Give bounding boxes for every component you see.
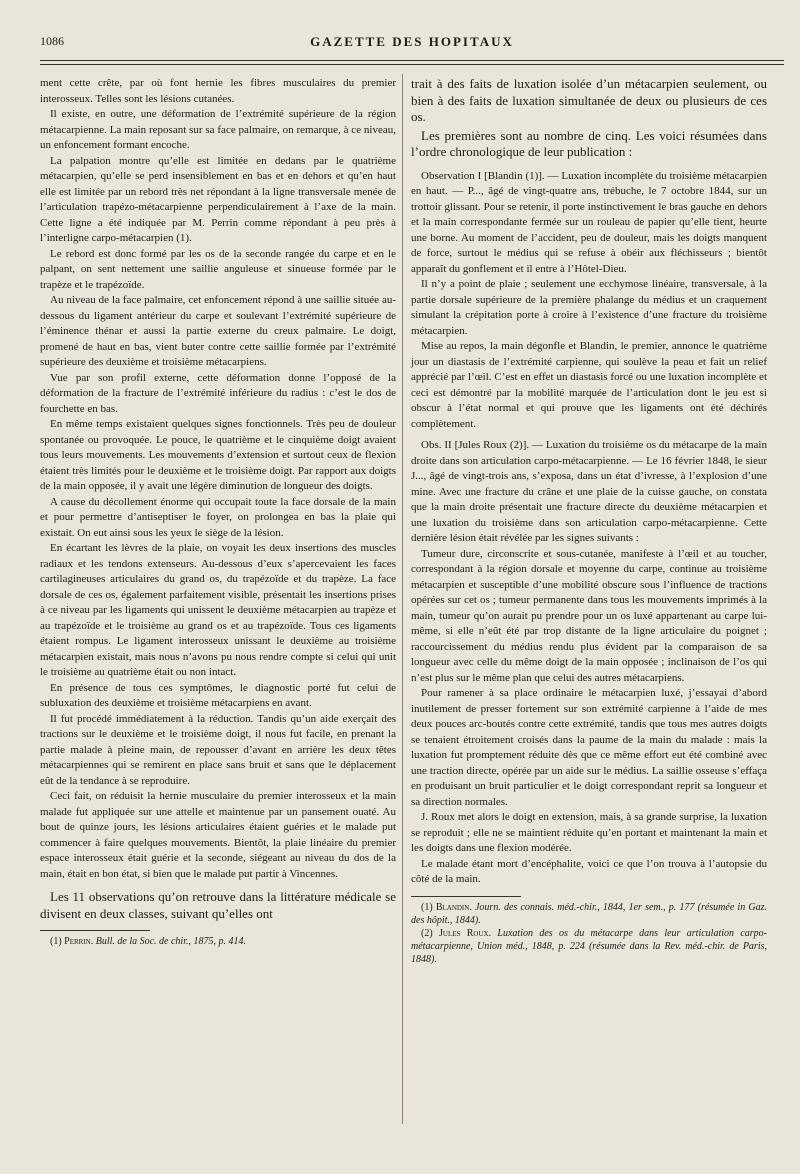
column-divider xyxy=(402,74,403,1124)
footnote-reference: Luxation des os du métacarpe dans leur articulation carpo-métacarpienne, Union méd., 1848, p. 224 (résumée dans la Rev. méd.-chir. de Paris, 1848). xyxy=(411,927,768,965)
large-paragraph: Les 11 observations qu’on retrouve dans la littérature médicale se divisent en deux classes, suivant qu’elles ont xyxy=(40,889,396,921)
paragraph: Au niveau de la face palmaire, cet enfoncement répond à une saillie située au-dessous du ligament antérieur du carpe et soulevant l’extrémité supérieure de l’éminence thénar et aussi la partie externe du creux palmaire. Le doigt, promené de haut en bas, vient buter contre cette saillie formée par l’extrémité supérieure des deuxième et troisième métacarpiens. xyxy=(40,294,396,368)
paragraph: La palpation montre qu’elle est limitée en dedans par le quatrième métacarpien, qu’elle se perd insensiblement en bas et en dehors et qu’en haut elle est limitée par un rebord très net répondant à la ligne transversale menée de l’articulation trapézo-métacarpienne perpendiculairement à l’axe de la main. Cette ligne a été indiquée par M. Perrin comme répondant à peu près à l’interligne carpo-métacarpien (1). xyxy=(40,154,396,244)
footnote-reference: Bull. de la Soc. de chir., 1875, p. 414. xyxy=(93,936,246,947)
observation-paragraph: Obs. II [Jules Roux (2)]. — Luxation du troisième os du métacarpe de la main droite dans son articulation carpo-métacarpienne. — Le 16 février 1848, le sieur J..., âgé de vingt-trois ans, s’exposa, dans un état d’ivresse, à l’explosion d’une mine. Avec une fracture du crâne et une plaie de la cuisse gauche, on constata que la main droite présentait une fracture directe du deuxième métacarpien et une luxation du troisième dans son articulation carpo-métacarpienne. Cette dernière lésion était révélée par les signes suivants : xyxy=(411,439,767,544)
header-rule xyxy=(40,60,784,61)
paragraph: En présence de tous ces symptômes, le diagnostic porté fut celui de subluxation des deuxième et troisième métacarpiens en avant. xyxy=(40,681,396,709)
large-paragraph: trait à des faits de luxation isolée d’un métacarpien seulement, ou bien à des faits de luxation simultanée de deux ou plusieurs de ces os. xyxy=(411,76,767,124)
footnote xyxy=(40,935,396,948)
footnote-number: (1) xyxy=(50,936,62,947)
large-paragraph: Les premières sont au nombre de cinq. Les voici résumées dans l’ordre chronologique de leur publication : xyxy=(411,127,767,159)
right-column xyxy=(411,76,767,966)
observation-paragraph: Observation I [Blandin (1)]. — Luxation incomplète du troisième métacarpien en haut. — P..., âgé de vingt-quatre ans, trébuche, le 7 octobre 1844, sur un trottoir glissant. Pour se retenir, il porte instinctivement le bras gauche en dehors et la main correspondante fermée sur un rouleau de papier qu’elle tient, heurte une borne. Au moment de l’accident, peu de douleur, mais les doigts manquent de force, surtout le médius qui se refuse à obéir aux fléchisseurs ; bientôt apparaît du gonflement et il entre à l’Hôtel-Dieu. xyxy=(411,169,767,275)
footnote xyxy=(411,901,767,927)
footnote-rule xyxy=(411,896,521,897)
paragraph: Il fut procédé immédiatement à la réduction. Tandis qu’un aide exerçait des tractions sur le deuxième et le troisième doigt, il nous fut facile, en prenant la partie malade à pleine main, de repousser d’avant en arrière les deux têtes métacarpiennes qui se remirent en place sans bruit et sans que le déplacement eût de la tendance à se reproduire. xyxy=(40,712,396,787)
footnote xyxy=(411,927,767,966)
paragraph: En écartant les lèvres de la plaie, on voyait les deux insertions des muscles radiaux et les tendons extenseurs. Au-dessous d’eux s’apercevaient les faces cartilagineuses articulaires du grand os, du trapézoïde et du trapèze. La face dorsale de ces os, également parfaitement visible, présentait les insertions prises à ce niveau par les ligaments qui unissent le deuxième métacarpien au trapèze et au trapézoïde et le troisième au grand os et au trapézoïde. Tous ces ligaments étaient rompus. Le ligament interosseux unissant le deuxième au troisième métacarpien existait, mais nous n’avons pu nous rendre compte si celui qui unit le troisième au quatrième était ou non intact. xyxy=(40,542,396,678)
paragraph: Vue par son profil externe, cette déformation donne l’opposé de la déformation de la fracture de l’extrémité inférieure du radius : c’est le dos de fourchette en bas. xyxy=(40,371,396,415)
paragraph: Il existe, en outre, une déformation de l’extrémité supérieure de la région métacarpienne. La main reposant sur sa face palmaire, on remarque, à ce niveau, un enfoncement formant encoche. xyxy=(40,108,396,151)
journal-title: GAZETTE DES HOPITAUX xyxy=(310,34,514,49)
page-header xyxy=(40,34,784,56)
page-number: 1086 xyxy=(40,34,64,48)
paragraph: Pour ramener à sa place ordinaire le métacarpien luxé, j’essayai d’abord inutilement de presser fortement sur son extrémité carpienne à l’aide de mes deux pouces arc-boutés contre cette extrémité, tandis que tous mes autres doigts se tenaient étroitement croisés dans la paume de la main du malade : mais la luxation fut promptement réduite dès que ce même effort eut été combiné avec une traction directe, opérée par un aide sur le médius. La saillie osseuse s’effaça en produisant un bruit particulier et le doigt correspondant reprit sa longueur et sa direction normales. xyxy=(411,687,767,808)
footnote-author: Perrin. xyxy=(64,936,94,947)
paragraph: A cause du décollement énorme qui occupait toute la face dorsale de la main et pour permettre d’antiseptiser le foyer, on prolongea en bas la plaie qui existait. On eut ainsi sous les yeux le siège de la lésion. xyxy=(40,495,396,539)
paragraph: ment cette crête, par où font hernie les fibres musculaires du premier interosseux. Telles sont les lésions cutanées. xyxy=(40,77,396,105)
paragraph: J. Roux met alors le doigt en extension, mais, à sa grande surprise, la luxation se reproduit ; elle ne se maintient réduite qu’en portant et maintenant la main et les doigts dans une flexion modérée. xyxy=(411,811,767,854)
paragraph: Ceci fait, on réduisit la hernie musculaire du premier interosseux et la main malade fut appliquée sur une attelle et maintenue par un pansement ouaté. Au bout de quinze jours, les lésions articulaires étaient guéries et le malade put commencer à faire quelques mouvements. Bientôt, la plaie linéaire du premier espace interosseux était guérie et la seconde, siégeant au niveau du dos de la main, était en bon état, si bien que le malade put partir à Vincennes. xyxy=(40,790,396,880)
paragraph: En même temps existaient quelques signes fonctionnels. Très peu de douleur spontanée ou provoquée. Le pouce, le quatrième et le cinquième doigt avaient tous leurs mouvements. Les mouvements d’extension et surtout ceux de flexion étaient très limités pour le deuxième et le troisième doigt. Par rapport aux doigts de la main opposée, il y avait une légère diminution de longueur des doigts. xyxy=(40,418,396,492)
paragraph: Le malade étant mort d’encéphalite, voici ce que l’on trouva à l’autopsie du côté de la main. xyxy=(411,857,767,885)
left-column xyxy=(40,76,396,948)
footnote-author: (1) Blandin. xyxy=(421,901,472,913)
footnote-author: (2) Jules Roux. xyxy=(421,927,492,939)
footnote-rule xyxy=(40,930,150,931)
paragraph: Le rebord est donc formé par les os de la seconde rangée du carpe et en le palpant, on sent nettement une saillie anguleuse et sinueuse formée par le trapèze et le trapézoïde. xyxy=(40,247,396,291)
paragraph: Il n’y a point de plaie ; seulement une ecchymose linéaire, transversale, à la partie dorsale supérieure de la première phalange du médius et un craquement simulant la crépitation porte à croire à l’existence d’une fracture du troisième métacarpien. xyxy=(411,278,767,337)
paragraph: Mise au repos, la main dégonfle et Blandin, le premier, annonce le quatrième jour un diastasis de l’extrémité carpienne, qui soulève la peau et fait un relief apprécié par l’œil. C’est en effet un diastasis forcé ou une luxation incomplète et ceci est démontré par la mobilité marquée de l’articulation dont le jeu est si obscur à l’état normal et qui prouve que les ligaments ont été déchirés complètement. xyxy=(411,340,767,430)
footnote-reference: Journ. des connais. méd.-chir., 1844, 1er sem., p. 177 (résumée in Gaz. des hôpit., 1844). xyxy=(411,901,767,926)
paragraph: Tumeur dure, circonscrite et sous-cutanée, manifeste à l’œil et au toucher, correspondant à la région dorsale et moyenne du carpe, continue au troisième métacarpien et susceptible d’une mobilité obscure sous l’influence de tractions opérées sur cet os ; tumeur permanente dans tous les mouvements imprimés à la main, tumeur qu’on aurait pu prendre pour un os luxé appartenant au carpe lui-même, si elle n’eût été par trop distante de la ligne articulaire du poignet ; raccourcissement du médius rendu plus évident par la comparaison de sa longueur avec celle du même doigt de la main opposée ; inclinaison de l’os qui n’est plus sur le même plan que celui des autres métacarpiens. xyxy=(411,547,767,684)
header-rule-second xyxy=(40,64,784,65)
